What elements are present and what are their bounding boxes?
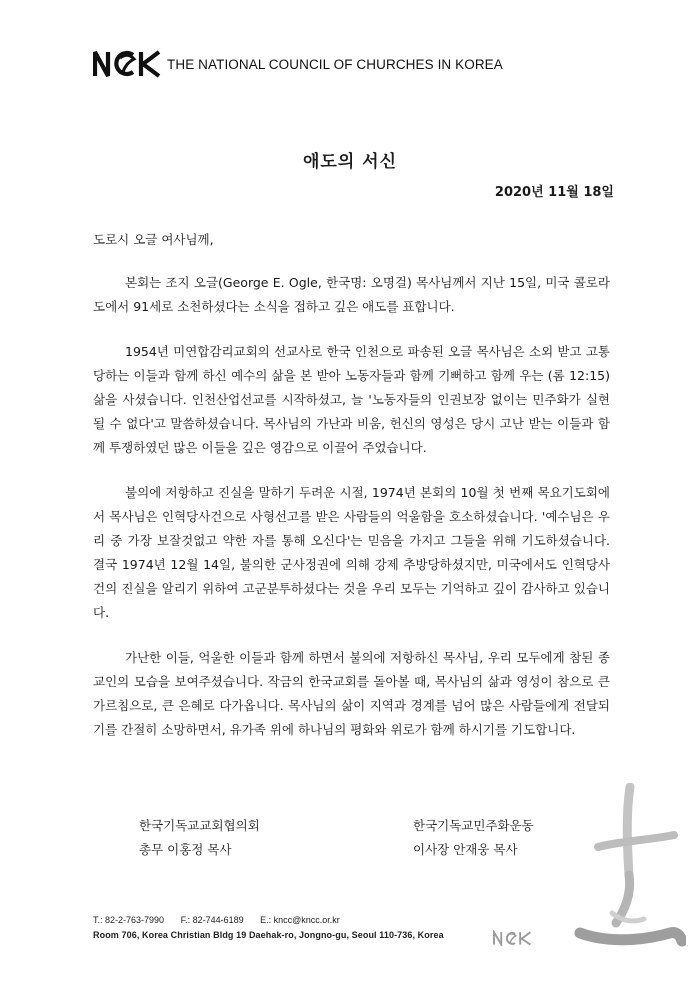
footer-address: Room 706, Korea Christian Bldg 19 Daehak-ro, Jongno-gu, Seoul 110-736, Korea bbox=[93, 930, 444, 940]
paragraph-4: 가난한 이들, 억울한 이들과 함께 하면서 불의에 저항하신 목사님, 우리 모두에게 참된 종교인의 모습을 보여주셨습니다. 작금의 한국교회를 돌아볼 때, 목사님의 삶과 영성이 참으로 큰 가르침으로, 큰 은혜로 다가옵니다. 목사님의 삶이 지역과 경계를 넘어 많은 사람들에게 전달되기를 간절히 소망하면서, 유가족 위에 하나님의 평화와 위로가 함께 하시기를 기도합니다. bbox=[93, 650, 610, 737]
letter-date: 2020년 11월 18일 bbox=[494, 185, 614, 200]
signature-right-name: 이사장 안재웅 목사 bbox=[413, 842, 518, 857]
ncck-logo bbox=[93, 46, 163, 80]
signature-left bbox=[139, 814, 260, 862]
footer-phone: T.: 82-2-763-7990 bbox=[93, 915, 165, 925]
salutation: 도로시 오글 여사님께, bbox=[93, 232, 214, 247]
letter-title: 애도의 서신 bbox=[302, 152, 398, 172]
organization-name: THE NATIONAL COUNCIL OF CHURCHES IN KOREA bbox=[167, 56, 503, 72]
brush-cross-watermark bbox=[572, 783, 686, 955]
paragraph-3: 불의에 저항하고 진실을 말하기 두려운 시절, 1974년 본회의 10월 첫 번째 목요기도회에서 목사님은 인혁당사건으로 사형선고를 받은 사람들의 억울함을 호소하셨습니다. '예수님은 우리 중 가장 보잘것없고 약한 자를 통해 오신다'는 믿음을 가지고 그들을 위해 기도하셨습니다. 결국 1974년 12월 14일, 불의한 군사정권에 의해 강제 추방당하셨지만, 미국에서도 인혁당사건의 진실을 알리기 위하여 고군분투하셨다는 것을 우리 모두는 기억하고 깊이 감사하고 있습니다. bbox=[93, 485, 610, 620]
footer-contact bbox=[93, 913, 444, 943]
paragraph-2: 1954년 미연합감리교회의 선교사로 한국 인천으로 파송된 오글 목사님은 소외 받고 고통 당하는 이들과 함께 하신 예수의 삶을 본 받아 노동자들과 함께 기뻐하고 함께 우는 (롬 12:15) 삶을 사셨습니다. 인천산업선교를 시작하셨고, 늘 '노동자들의 인권보장 없이는 민주화가 실현될 수 없다'고 말씀하셨습니다. 목사님의 가난과 비움, 헌신의 영성은 당시 고난 받는 이들과 함께 투쟁하였던 많은 이들을 깊은 영감으로 이끌어 주었습니다. bbox=[93, 344, 610, 455]
signature-left-org: 한국기독교교회협의회 bbox=[139, 818, 260, 833]
footer-email: E.: kncc@kncc.or.kr bbox=[260, 915, 340, 925]
paragraph-1: 본회는 조지 오글(George E. Ogle, 한국명: 오명걸) 목사님께서 지난 15일, 미국 콜로라도에서 91세로 소천하셨다는 소식을 접하고 깊은 애도를 표합니다. bbox=[93, 275, 610, 314]
signature-left-name: 총무 이홍정 목사 bbox=[139, 842, 232, 857]
letter-body bbox=[93, 228, 610, 763]
letterhead bbox=[93, 46, 503, 80]
footer-fax: F.: 82-744-6189 bbox=[180, 915, 244, 925]
signature-right bbox=[413, 814, 534, 862]
signature-right-org: 한국기독교민주화운동 bbox=[413, 818, 534, 833]
footer-ncck-logo bbox=[492, 930, 544, 946]
ncck-logo-mark bbox=[93, 46, 163, 80]
